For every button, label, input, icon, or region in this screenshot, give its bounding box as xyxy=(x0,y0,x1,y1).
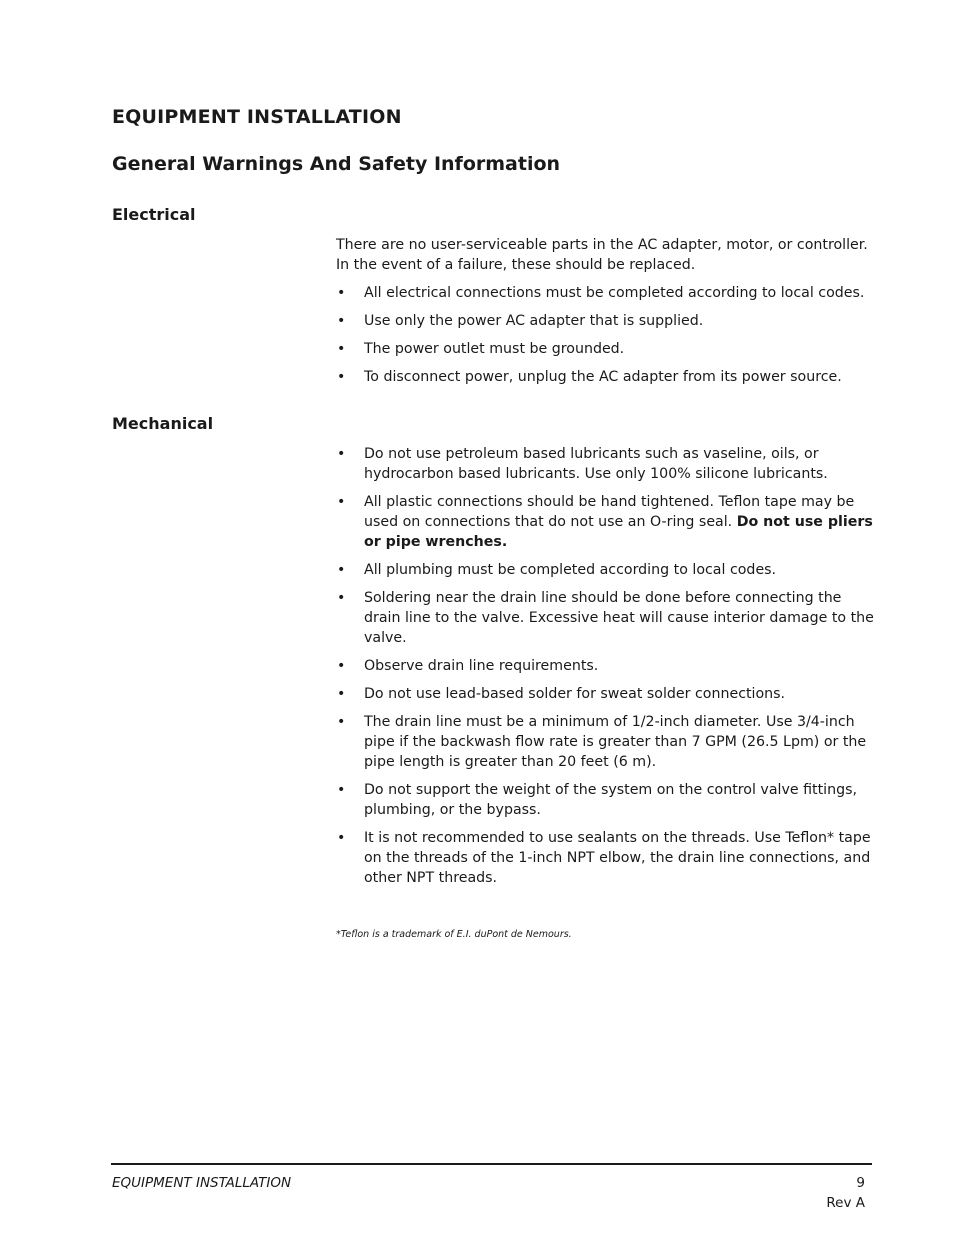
electrical-bullet-item xyxy=(336,311,876,331)
mechanical-bullet-item xyxy=(336,560,876,580)
bullet-text: The power outlet must be grounded. xyxy=(364,341,625,357)
electrical-bullet-list xyxy=(336,283,876,387)
bullet-text: To disconnect power, unplug the AC adapter from its power source. xyxy=(364,369,842,385)
mechanical-bullet-item xyxy=(336,828,876,888)
bullet-text: All plumbing must be completed according to local codes. xyxy=(364,562,777,578)
footer-page-info xyxy=(826,1173,865,1213)
mechanical-bullet-item xyxy=(336,588,876,648)
bullet-text: Observe drain line requirements. xyxy=(364,658,599,674)
bullet-marker: • xyxy=(337,590,346,606)
bullet-marker: • xyxy=(337,494,346,510)
electrical-bullet-item xyxy=(336,283,876,303)
page-title: EQUIPMENT INSTALLATION xyxy=(112,106,402,128)
mechanical-bullet-item xyxy=(336,712,876,772)
mechanical-bullet-item xyxy=(336,684,876,704)
mechanical-bullet-item xyxy=(336,444,876,484)
bullet-text: It is not recommended to use sealants on the threads. Use Teflon* tape on the threads of the 1-inch NPT elbow, the drain line connections, and other NPT threads. xyxy=(364,830,871,886)
footer-divider xyxy=(111,1163,872,1165)
page-number: 9 xyxy=(856,1175,865,1191)
bullet-text: Soldering near the drain line should be done before connecting the drain line to the valve. Excessive heat will cause interior damage to the valve. xyxy=(364,590,874,646)
electrical-intro: There are no user-serviceable parts in the AC adapter, motor, or controller. In the event of a failure, these should be replaced. xyxy=(336,237,868,273)
mechanical-content xyxy=(336,444,876,896)
bullet-text: Do not use petroleum based lubricants such as vaseline, oils, or hydrocarbon based lubricants. Use only 100% silicone lubricants. xyxy=(364,446,828,482)
bullet-bold-text: Do not use pliers or pipe wrenches. xyxy=(364,514,873,550)
electrical-heading: Electrical xyxy=(112,205,196,224)
bullet-text: All plastic connections should be hand tightened. Teflon tape may be used on connections that do not use an O-ring seal. xyxy=(364,494,855,530)
bullet-text: All electrical connections must be completed according to local codes. xyxy=(364,285,865,301)
bullet-marker: • xyxy=(337,313,346,329)
electrical-bullet-item xyxy=(336,367,876,387)
bullet-text: Use only the power AC adapter that is supplied. xyxy=(364,313,704,329)
bullet-marker: • xyxy=(337,369,346,385)
bullet-text: Do not support the weight of the system on the control valve fittings, plumbing, or the bypass. xyxy=(364,782,857,818)
footnote: *Teflon is a trademark of E.I. duPont de Nemours. xyxy=(336,929,572,940)
bullet-marker: • xyxy=(337,686,346,702)
bullet-marker: • xyxy=(337,446,346,462)
section-title: General Warnings And Safety Information xyxy=(112,153,561,175)
bullet-marker: • xyxy=(337,341,346,357)
mechanical-bullet-item xyxy=(336,492,876,552)
footer-section-name: EQUIPMENT INSTALLATION xyxy=(112,1175,292,1191)
electrical-bullet-item xyxy=(336,339,876,359)
electrical-content xyxy=(336,235,876,395)
bullet-text: Do not use lead-based solder for sweat solder connections. xyxy=(364,686,786,702)
mechanical-bullet-item xyxy=(336,780,876,820)
bullet-marker: • xyxy=(337,658,346,674)
revision-label: Rev A xyxy=(826,1195,865,1211)
mechanical-bullet-list xyxy=(336,444,876,888)
bullet-marker: • xyxy=(337,562,346,578)
bullet-marker: • xyxy=(337,285,346,301)
mechanical-bullet-item xyxy=(336,656,876,676)
bullet-marker: • xyxy=(337,714,346,730)
mechanical-heading: Mechanical xyxy=(112,414,214,433)
bullet-text: The drain line must be a minimum of 1/2-inch diameter. Use 3/4-inch pipe if the backwash flow rate is greater than 7 GPM (26.5 Lpm) or the pipe length is greater than 20 feet (6 m). xyxy=(364,714,867,770)
bullet-marker: • xyxy=(337,830,346,846)
bullet-marker: • xyxy=(337,782,346,798)
